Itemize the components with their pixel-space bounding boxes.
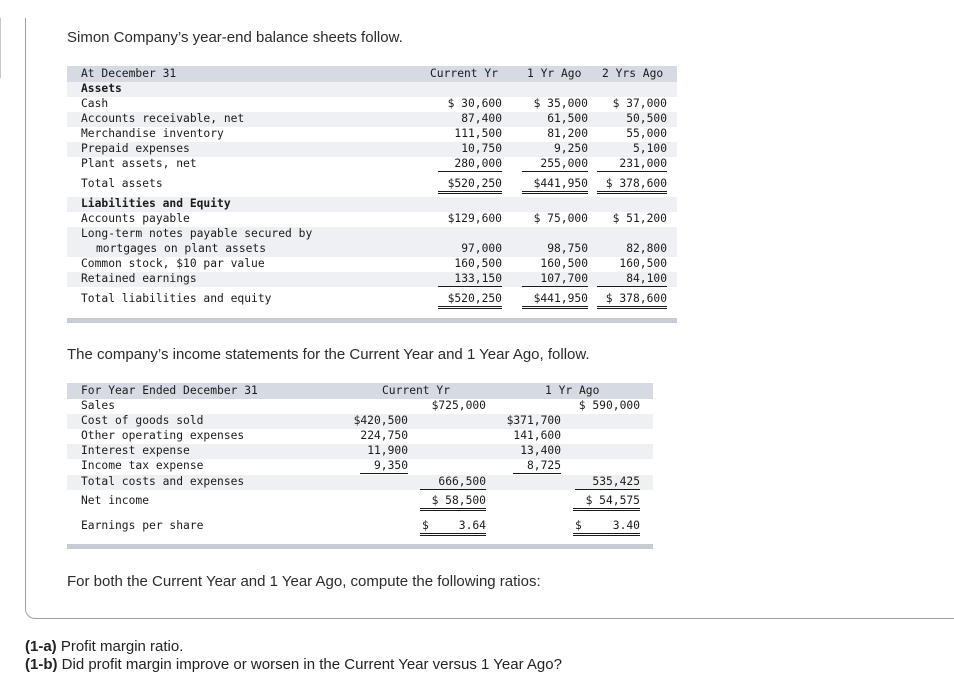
sales-label: Sales: [81, 399, 116, 412]
cell-2yr: 50,500: [626, 112, 667, 125]
cell-current: $ 30,600: [447, 97, 502, 110]
cell-2yr: 55,000: [626, 127, 667, 140]
balance-sheet-intro: Simon Company’s year-end balance sheets follow.: [67, 29, 403, 46]
cell-1yr: 98,750: [547, 242, 588, 255]
cell-current: $129,600: [447, 212, 502, 225]
cell-current: $420,500: [353, 414, 408, 427]
income-bottom-rule: [67, 544, 653, 549]
question-1b-text: Did profit margin improve or worsen in the Current Year versus 1 Year Ago?: [57, 656, 562, 673]
total-le-2yr: $ 378,600: [597, 292, 667, 309]
question-1b-tag: (1-b): [25, 656, 58, 673]
cell-2yr: 5,100: [632, 142, 667, 155]
eps-current-sign: $: [422, 519, 429, 532]
cell-1yr: 61,500: [547, 112, 588, 125]
total-costs-current: 666,500: [420, 475, 486, 490]
cell-1yr: 8,725: [513, 459, 561, 474]
row-label: Cost of goods sold: [81, 414, 204, 427]
row-label: Prepaid expenses: [81, 142, 190, 155]
row-label: Income tax expense: [81, 459, 204, 472]
liabilities-heading: Liabilities and Equity: [81, 197, 231, 210]
total-le-1yr: $441,950: [522, 292, 588, 309]
left-edge-rule: [0, 18, 1, 78]
cell-2yr: 84,100: [597, 272, 667, 287]
cell-2yr: $ 51,200: [612, 212, 667, 225]
eps-1yr-cell: [573, 519, 640, 536]
cell-current: 9,350: [360, 459, 408, 474]
row-label: Common stock, $10 par value: [81, 257, 265, 270]
cell-current: 111,500: [454, 127, 502, 140]
balance-header-1yr: 1 Yr Ago: [527, 67, 582, 80]
cell-1yr: 81,200: [547, 127, 588, 140]
income-header-current: Current Yr: [382, 384, 451, 397]
row-label: Accounts payable: [81, 212, 190, 225]
cell-current: 87,400: [461, 112, 502, 125]
cell-1yr: 107,700: [522, 272, 588, 287]
cell-1yr: $ 35,000: [533, 97, 588, 110]
cell-current: 280,000: [438, 157, 502, 172]
question-1a: [25, 638, 183, 655]
cell-1yr: 255,000: [522, 157, 588, 172]
cell-1yr: 9,250: [553, 142, 588, 155]
cell-current: 224,750: [360, 429, 408, 442]
row-label: Plant assets, net: [81, 157, 197, 170]
row-label: mortgages on plant assets: [96, 242, 267, 255]
cell-1yr: $371,700: [506, 414, 561, 427]
assets-heading: Assets: [81, 82, 122, 95]
income-header-label: For Year Ended December 31: [81, 384, 258, 397]
balance-bottom-rule: [67, 318, 677, 323]
row-label: Other operating expenses: [81, 429, 245, 442]
eps-current: 3.64: [458, 519, 486, 532]
total-assets-current: $520,250: [438, 177, 502, 194]
cell-current: 133,150: [438, 272, 502, 287]
cell-1yr: 141,600: [513, 429, 561, 442]
row-label: Cash: [81, 97, 109, 110]
total-le-label: Total liabilities and equity: [81, 292, 272, 305]
total-assets-2yr: $ 378,600: [597, 177, 667, 194]
total-assets-label: Total assets: [81, 177, 163, 190]
row-label: Accounts receivable, net: [81, 112, 245, 125]
cell-current: 10,750: [461, 142, 502, 155]
net-income-current: $ 58,500: [420, 494, 486, 511]
cell-current: 97,000: [461, 242, 502, 255]
total-costs-label: Total costs and expenses: [81, 475, 245, 488]
eps-1yr: 3.40: [612, 519, 640, 532]
sales-current: $725,000: [431, 399, 486, 412]
cell-current: 160,500: [454, 257, 502, 270]
cell-1yr: 160,500: [540, 257, 588, 270]
row-label: Interest expense: [81, 444, 190, 457]
cell-2yr: 231,000: [597, 157, 667, 172]
eps-label: Earnings per share: [81, 519, 204, 532]
row-label: Retained earnings: [81, 272, 197, 285]
cell-current: 11,900: [367, 444, 408, 457]
total-assets-1yr: $441,950: [522, 177, 588, 194]
net-income-1yr: $ 54,575: [573, 494, 640, 511]
row-label: Long-term notes payable secured by: [81, 227, 313, 240]
question-1a-text: Profit margin ratio.: [56, 638, 184, 655]
cell-2yr: 160,500: [619, 257, 667, 270]
cell-2yr: $ 37,000: [612, 97, 667, 110]
ratios-instruction: For both the Current Year and 1 Year Ago, compute the following ratios:: [67, 573, 541, 590]
net-income-label: Net income: [81, 494, 150, 507]
total-le-current: $520,250: [438, 292, 502, 309]
eps-1yr-sign: $: [575, 519, 582, 532]
cell-1yr: $ 75,000: [533, 212, 588, 225]
question-1a-tag: (1-a): [25, 638, 57, 655]
income-statement-intro: The company’s income statements for the Current Year and 1 Year Ago, follow.: [67, 346, 590, 363]
balance-header-label: At December 31: [81, 67, 177, 80]
cell-2yr: 82,800: [626, 242, 667, 255]
row-shade: [67, 82, 677, 97]
eps-current-cell: [420, 519, 486, 536]
total-costs-1yr: 535,425: [575, 475, 640, 490]
question-1b: [25, 656, 562, 673]
balance-header-2yr: 2 Yrs Ago: [602, 67, 664, 80]
income-header-1yr: 1 Yr Ago: [545, 384, 600, 397]
cell-1yr: 13,400: [520, 444, 561, 457]
balance-header-current: Current Yr: [430, 67, 499, 80]
sales-1yr: $ 590,000: [578, 399, 640, 412]
row-label: Merchandise inventory: [81, 127, 224, 140]
